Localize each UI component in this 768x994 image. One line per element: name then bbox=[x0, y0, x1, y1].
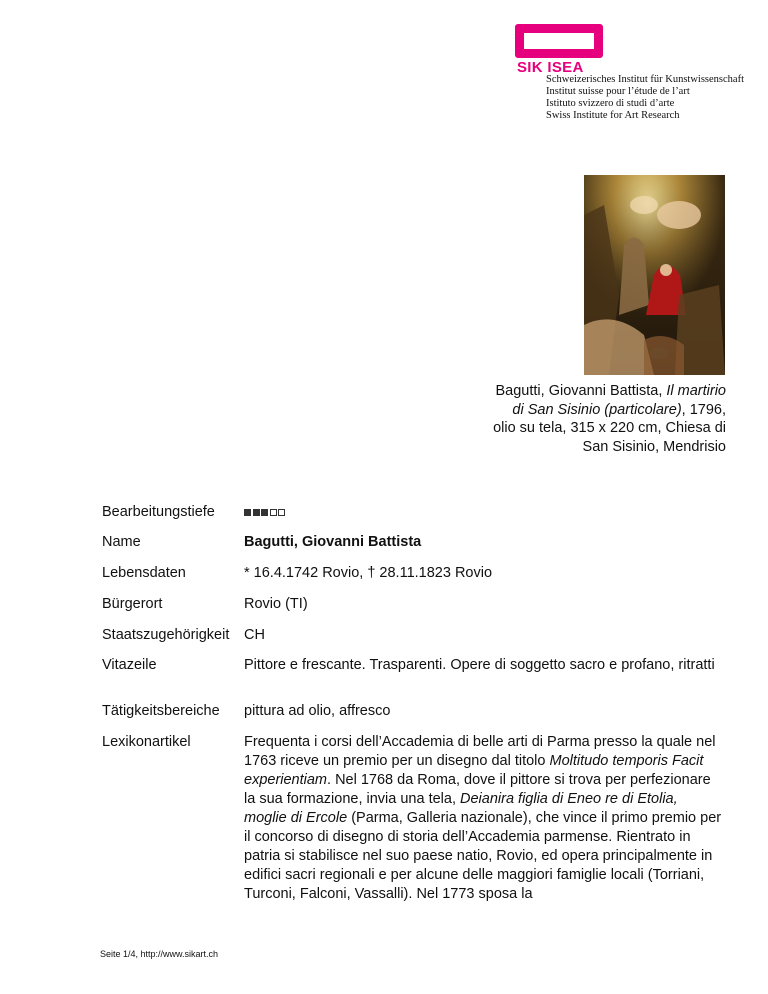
fields-value: pittura ad olio, affresco bbox=[244, 703, 391, 719]
caption-title-part1: Il martirio bbox=[666, 383, 726, 399]
vita-label: Vitazeile bbox=[102, 657, 157, 673]
article-label: Lexikonartikel bbox=[102, 734, 191, 750]
sik-isea-logo-mark bbox=[515, 24, 603, 58]
institute-name-en: Swiss Institute for Art Research bbox=[546, 110, 680, 121]
caption-medium: olio su tela, 315 x 220 cm, Chiesa di bbox=[493, 420, 726, 436]
nationality-label: Staatszugehörigkeit bbox=[102, 627, 230, 643]
caption-title-part2: di San Sisinio (particolare) bbox=[512, 401, 682, 418]
name-label: Name bbox=[102, 534, 141, 550]
institute-name-de: Schweizerisches Institut für Kunstwissenschaft bbox=[546, 74, 744, 85]
nationality-value: CH bbox=[244, 627, 265, 643]
depth-indicator bbox=[244, 503, 722, 522]
vita-value: Pittore e frescante. Trasparenti. Opere di soggetto sacro e profano, ritratti bbox=[244, 657, 715, 673]
image-caption bbox=[446, 382, 726, 456]
depth-square-filled bbox=[253, 509, 260, 516]
painting-thumbnail bbox=[584, 175, 725, 375]
depth-square-filled bbox=[244, 509, 251, 516]
article-text: Frequenta i corsi dell’Accademia di belle arti di Parma presso la quale nel 1763 riceve un premio per un disegno dal titolo Moltitudo temporis Facit experientiam. Nel 1768 da Roma, dove il pittore si trova per perfezionare la sua formazione, invia una tela, Deianira figlia di Eneo re di Etolia, moglie di Ercole (Parma, Galleria nazionale), che vince il primo premio per il concorso di disegno di storia dell’Accademia parmense. Rientrato in patria si stabilisce nel suo paese natio, Rovio, ed opera principalmente in edifici sacri regionali e per alcune delle maggiori famiglie locali (Torriani, Turconi, Falconi, Vassalli). Nel 1773 sposa la bbox=[244, 734, 722, 902]
depth-label: Bearbeitungstiefe bbox=[102, 504, 215, 520]
citizenship-place-value: Rovio (TI) bbox=[244, 596, 308, 612]
caption-location: San Sisinio, Mendrisio bbox=[582, 438, 726, 455]
institute-names bbox=[546, 74, 744, 122]
depth-square-filled bbox=[261, 509, 268, 516]
page-footer: Seite 1/4, http://www.sikart.ch bbox=[100, 949, 219, 959]
life-label: Lebensdaten bbox=[102, 565, 186, 581]
name-value: Bagutti, Giovanni Battista bbox=[244, 534, 422, 550]
depth-square-empty bbox=[270, 509, 277, 516]
depth-square-empty bbox=[278, 509, 285, 516]
institute-name-fr: Institut suisse pour l’étude de l’art bbox=[546, 86, 690, 97]
institute-name-it: Istituto svizzero di studi d’arte bbox=[546, 98, 675, 109]
logo-text: SIK ISEA bbox=[517, 59, 584, 76]
citizenship-place-label: Bürgerort bbox=[102, 596, 163, 612]
fields-label: Tätigkeitsbereiche bbox=[102, 703, 220, 719]
caption-artist: Bagutti, Giovanni Battista, bbox=[495, 383, 667, 399]
life-value: * 16.4.1742 Rovio, † 28.11.1823 Rovio bbox=[244, 565, 493, 581]
caption-year: , 1796, bbox=[681, 401, 726, 418]
